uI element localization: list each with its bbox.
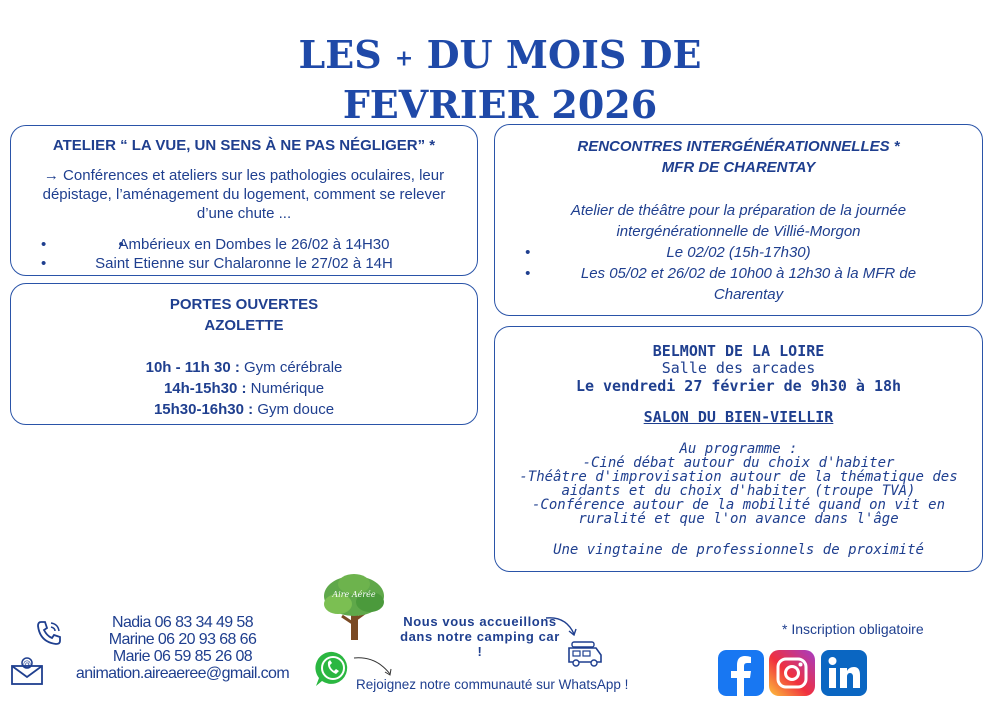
programme-item: -Conférence autour de la mobilité quand on vit en ruralité et que l'on avance dans l'âge (531, 497, 945, 527)
phone-nadia[interactable]: Nadia 06 83 34 49 58 (111, 614, 254, 631)
camping-car-icon (566, 640, 604, 668)
whatsapp-icon[interactable] (314, 650, 352, 688)
svg-text:@: @ (23, 659, 31, 668)
rencontres-heading: RENCONTRES INTERGÉNÉRATIONNELLES * (577, 138, 900, 155)
rencontres-box (494, 124, 983, 316)
event-date: Le vendredi 27 février de 9h30 à 18h (575, 377, 902, 395)
atelier-vue-heading: ATELIER “ LA VUE, UN SENS À NE PAS NÉGLIGER” * (52, 137, 436, 154)
logo-text: Aire Aérée (332, 590, 376, 599)
camping-text: Nous vous accueillons dans notre camping car ! (400, 614, 560, 659)
phone-marine[interactable]: Marine 06 20 93 68 66 (108, 631, 257, 648)
bullet-icon: • (41, 255, 47, 272)
salle-label: Salle des arcades (661, 359, 816, 377)
email-link[interactable]: animation.aireaeree@gmail.com (75, 665, 290, 682)
contact-list (60, 614, 305, 682)
bullet-icon: • (525, 244, 531, 261)
rencontres-description: Atelier de théâtre pour la préparation de la journée intergénérationnelle de Villié-Morgon (570, 202, 907, 240)
programme-title: Au programme : (679, 441, 798, 457)
programme-footer: Une vingtaine de professionnels de proximité (553, 542, 924, 558)
facebook-icon[interactable] (718, 650, 764, 696)
mfr-heading: MFR DE CHARENTAY (661, 159, 816, 176)
list-item: • • Ambérieux en Dombes le 26/02 à 14H30 (11, 235, 477, 254)
tree-logo-icon (320, 572, 388, 644)
bullet-icon: • (525, 265, 531, 282)
atelier-vue-box (10, 125, 478, 276)
atelier-vue-description: → Conférences et ateliers sur les pathologies oculaires, leur dépistage, l’aménagement du logement, comment se relever d’une chute ... (42, 167, 446, 222)
programme-item: -Théâtre d'improvisation autour de la thématique des aidants et du choix d'habiter (troupe TVA) (519, 469, 958, 499)
instagram-icon[interactable] (769, 650, 815, 696)
belmont-heading: BELMONT DE LA LOIRE (652, 342, 825, 360)
inscription-note: * Inscription obligatoire (782, 621, 924, 637)
phone-marie[interactable]: Marie 06 59 85 26 08 (112, 648, 253, 665)
list-item: • Saint Etienne sur Chalaronne le 27/02 à 14H (41, 255, 393, 272)
list-item: • Le 02/02 (15h-17h30) (525, 244, 811, 261)
azolette-heading: AZOLETTE (204, 317, 284, 334)
linkedin-icon[interactable] (821, 650, 867, 696)
belmont-box (494, 326, 983, 572)
page-title: LES + DU MOIS DE FEVRIER 2026 (298, 32, 702, 127)
portes-ouvertes-box (10, 283, 478, 425)
schedule-row: 14h-15h30 : Numérique (163, 380, 325, 397)
schedule-row: 10h - 11h 30 : Gym cérébrale (145, 359, 343, 376)
mail-icon (10, 656, 44, 686)
bullet-icon: • • (41, 236, 47, 253)
list-item: • Les 05/02 et 26/02 de 10h00 à 12h30 à la MFR de Charentay (525, 265, 917, 303)
arrow-icon (544, 614, 584, 640)
whatsapp-text[interactable]: Rejoignez notre communauté sur WhatsApp ! (356, 677, 629, 692)
programme-item: -Ciné débat autour du choix d'habiter (582, 455, 895, 471)
schedule-row: 15h30-16h30 : Gym douce (153, 401, 335, 418)
portes-ouvertes-heading: PORTES OUVERTES (169, 296, 319, 313)
salon-title: SALON DU BIEN-VIELLIR (643, 408, 834, 426)
